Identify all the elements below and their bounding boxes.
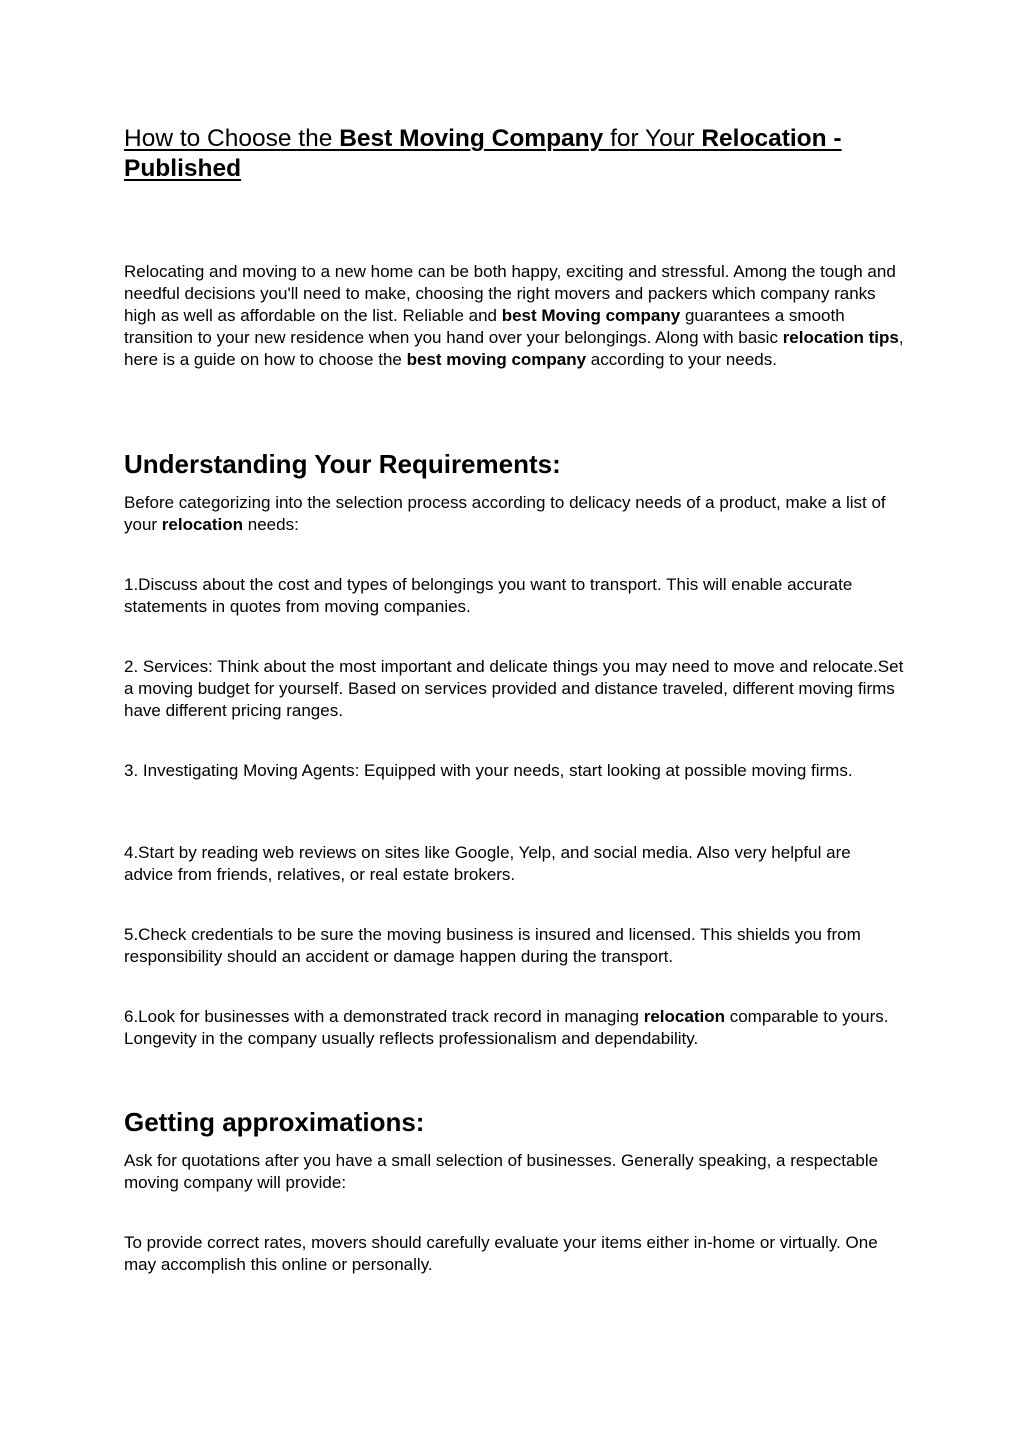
intro-bold-1: best Moving company xyxy=(501,306,681,325)
requirement-item-2: 2. Services: Think about the most important and delicate things you may need to move and relocate.Set a moving budget for yourself. Based on services provided and distance traveled, different moving firms have different pricing ranges. xyxy=(124,657,904,720)
title-part-4: Relocation - Published xyxy=(124,125,842,182)
intro-text-1: Relocating and moving to a new home can be both happy, exciting and stressful. Among the tough and needful decisions you'll need to make, choosing the right movers and packers which company ranks high as well as affordable on the list. Reliable and xyxy=(124,262,896,325)
intro-bold-2: relocation tips xyxy=(782,328,899,347)
intro-bold-3: best moving company xyxy=(406,350,587,369)
requirement-item-1: 1.Discuss about the cost and types of belongings you want to transport. This will enable accurate statements in quotes from moving companies. xyxy=(124,575,853,616)
intro-paragraph xyxy=(124,261,904,371)
title-part-1: How to Choose the xyxy=(124,125,340,152)
document-title xyxy=(124,124,904,184)
item6-text-1: 6.Look for businesses with a demonstrated track record in managing xyxy=(124,1007,644,1026)
item6-text-2: comparable to yours. Longevity in the company usually reflects professionalism and dependability. xyxy=(124,1007,889,1048)
intro-text-3: , here is a guide on how to choose the xyxy=(124,328,904,369)
approximations-paragraph-1: Ask for quotations after you have a small selection of businesses. Generally speaking, a respectable moving company will provide: xyxy=(124,1151,879,1192)
requirement-item-6 xyxy=(124,1006,904,1050)
requirements-lead-paragraph xyxy=(124,492,904,536)
lead-bold-1: relocation xyxy=(161,515,244,534)
requirement-item-3: 3. Investigating Moving Agents: Equipped with your needs, start looking at possible moving firms. xyxy=(124,761,853,780)
section-heading-requirements: Understanding Your Requirements: xyxy=(124,449,561,479)
intro-text-2: guarantees a smooth transition to your new residence when you hand over your belongings. Along with basic xyxy=(124,306,845,347)
requirement-item-4: 4.Start by reading web reviews on sites like Google, Yelp, and social media. Also very helpful are advice from friends, relatives, or real estate brokers. xyxy=(124,843,851,884)
approximations-paragraph-2: To provide correct rates, movers should carefully evaluate your items either in-home or virtually. One may accomplish this online or personally. xyxy=(124,1233,878,1274)
requirement-item-5: 5.Check credentials to be sure the moving business is insured and licensed. This shields you from responsibility should an accident or damage happen during the transport. xyxy=(124,925,861,966)
item6-bold-1: relocation xyxy=(643,1007,725,1026)
intro-text-4: according to your needs. xyxy=(586,350,777,369)
title-part-2: Best Moving Company xyxy=(339,125,604,152)
section-heading-approximations: Getting approximations: xyxy=(124,1107,425,1137)
title-part-3: for Your xyxy=(603,125,702,152)
lead-text-1: Before categorizing into the selection process according to delicacy needs of a product, make a list of your xyxy=(124,493,886,534)
lead-text-2: needs: xyxy=(243,515,299,534)
